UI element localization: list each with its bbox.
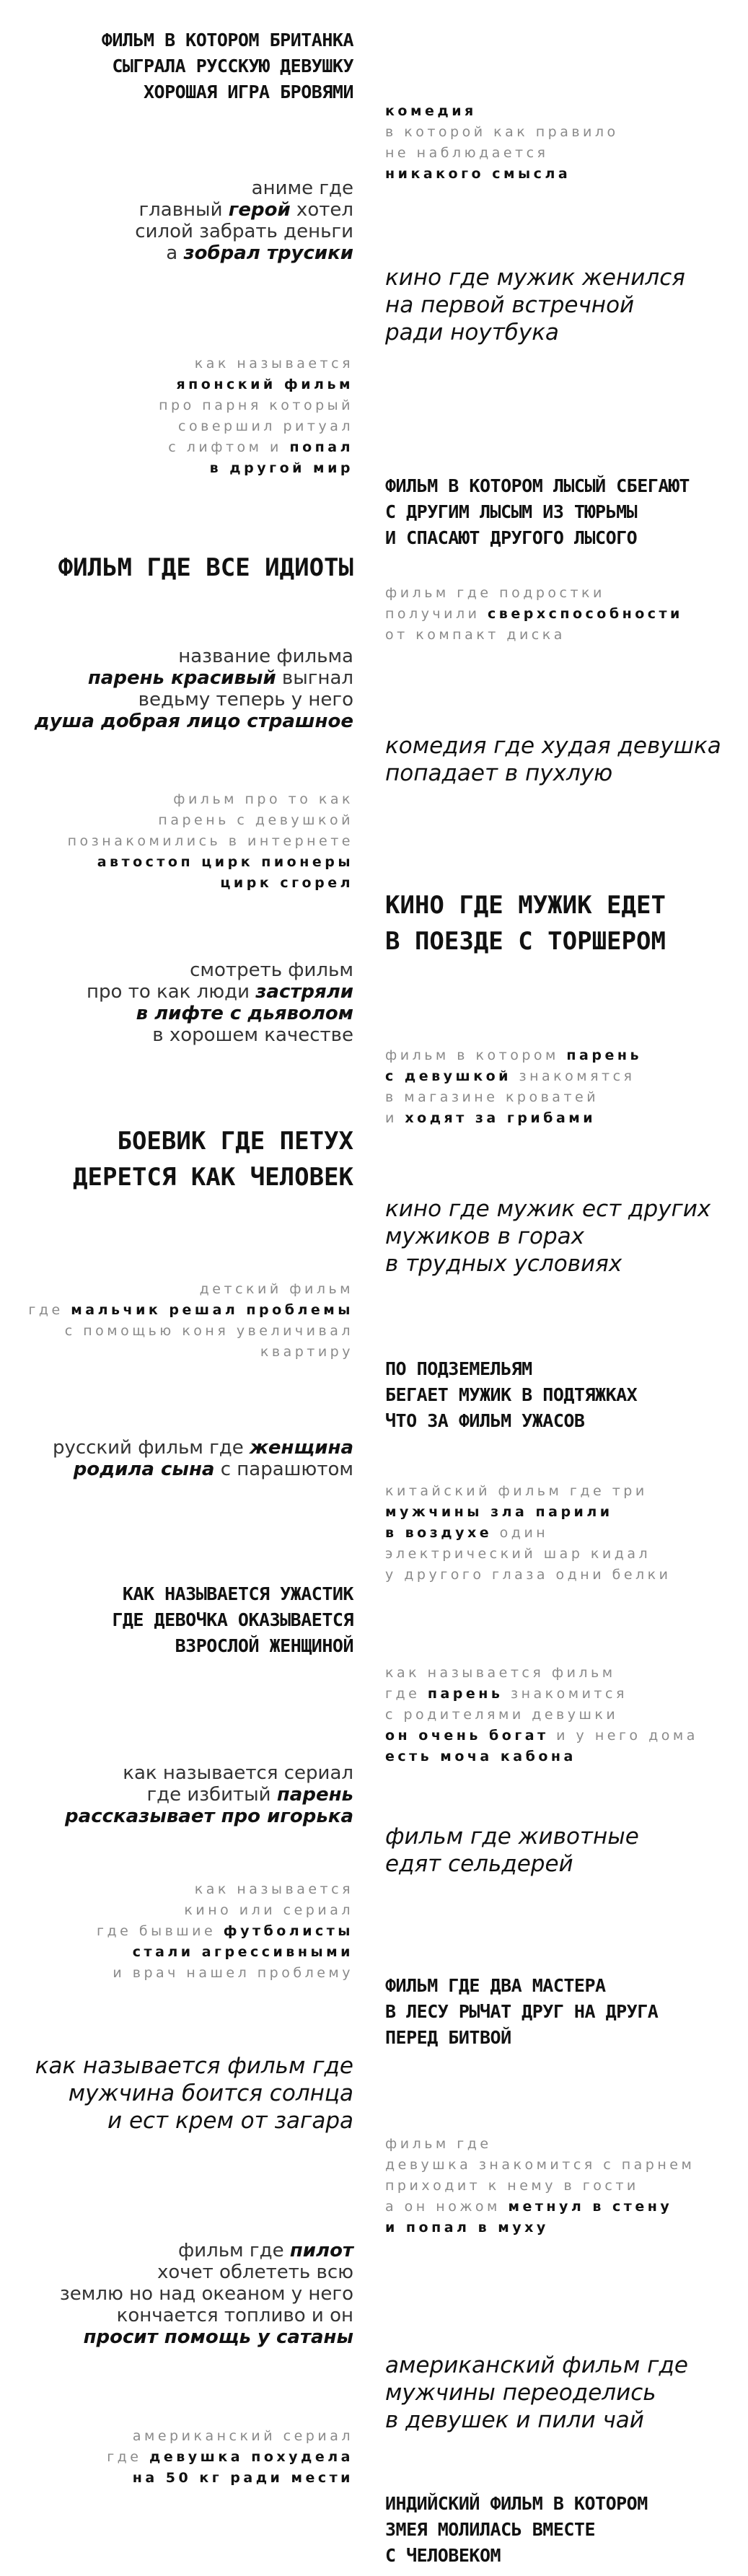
body-text: приходит к нему в гости [385, 2178, 639, 2194]
query-line [135, 242, 353, 264]
query-line [159, 437, 353, 458]
query-line [385, 2406, 688, 2434]
query-card [102, 27, 353, 105]
body-text: и [385, 1110, 405, 1126]
emphasis-text: комедия [385, 103, 477, 119]
emphasis-text: японский фильм [176, 377, 353, 392]
query-line [385, 2379, 688, 2406]
body-text: аниме где [251, 177, 353, 199]
emphasis-text: КИНО ГДЕ МУЖИК ЕДЕТ [385, 891, 666, 920]
emphasis-text: С ДРУГИМ ЛЫСЫМ ИЗ ТЮРЬМЫ [385, 501, 638, 522]
query-line [97, 1963, 353, 1984]
body-text: от компакт диска [385, 627, 566, 643]
query-line [385, 583, 683, 604]
query-card [385, 1356, 637, 1434]
query-line [60, 2283, 353, 2305]
body-text: фильм в котором [385, 1047, 567, 1063]
query-line [385, 1663, 698, 1684]
emphasis-text: С ЧЕЛОВЕКОМ [385, 2545, 501, 2566]
query-line [385, 1973, 658, 1999]
query-line [385, 101, 619, 122]
query-line [385, 1502, 671, 1523]
body-text: ведьму теперь у него [138, 689, 353, 711]
query-line [28, 1279, 353, 1300]
query-card [35, 2052, 353, 2135]
emphasis-text: парень красивый [87, 667, 276, 689]
query-line [68, 810, 353, 831]
emphasis-text: ВЗРОСЛОЙ ЖЕНЩИНОЙ [175, 1635, 353, 1656]
query-line [35, 711, 353, 732]
body-text: название фильма [178, 646, 353, 667]
query-line [385, 887, 666, 923]
emphasis-text: на 50 кг ради мести [132, 2470, 353, 2486]
query-card [65, 1762, 353, 1827]
body-text: кончается топливо и он [116, 2305, 353, 2326]
body-text: американский фильм где [385, 2352, 688, 2378]
body-text: где [107, 2449, 150, 2465]
emphasis-text: ГДЕ ДЕВОЧКА ОКАЗЫВАЕТСЯ [112, 1609, 353, 1630]
query-line [68, 873, 353, 894]
body-text: у другого глаза одни белки [385, 1567, 672, 1583]
query-line [65, 1806, 353, 1827]
query-line [385, 499, 690, 525]
emphasis-text: сверхспособности [488, 606, 683, 622]
body-text: где бывшие [97, 1923, 224, 1939]
body-text: как называется сериал [123, 1762, 353, 1784]
query-card [385, 1195, 710, 1278]
emphasis-text: застряли [255, 981, 353, 1003]
emphasis-text: метнул в стену [508, 2199, 673, 2215]
query-card [385, 1481, 671, 1586]
query-line [107, 2468, 353, 2489]
emphasis-text: КАК НАЗЫВАЕТСЯ УЖАСТИК [122, 1583, 353, 1604]
query-line [68, 852, 353, 873]
emphasis-text: рассказывает про игорька [65, 1806, 353, 1827]
query-line [35, 689, 353, 711]
emphasis-text: ЗМЕЯ МОЛИЛАСЬ ВМЕСТЕ [385, 2519, 596, 2540]
query-line [159, 458, 353, 479]
query-card [107, 2426, 353, 2489]
body-text: фильм где [177, 2240, 290, 2261]
emphasis-text: БЕГАЕТ МУЖИК В ПОДТЯЖКАХ [385, 1384, 638, 1405]
query-line [385, 1705, 698, 1726]
emphasis-text: душа добрая лицо страшное [34, 711, 353, 732]
query-card [385, 1663, 698, 1767]
body-text: электрический шар кидал [385, 1546, 651, 1562]
body-text: ради ноутбука [385, 320, 559, 346]
emphasis-text: никакого смысла [385, 166, 571, 182]
body-text: познакомились в интернете [67, 833, 353, 849]
emphasis-text: попал [289, 439, 353, 455]
query-line [385, 1565, 671, 1586]
query-line [28, 1321, 353, 1342]
query-line [385, 1066, 642, 1087]
emphasis-text: ЧТО ЗА ФИЛЬМ УЖАСОВ [385, 1410, 585, 1431]
emphasis-text: есть моча кабона [385, 1749, 576, 1764]
query-line [385, 525, 690, 551]
query-line [112, 1633, 353, 1659]
query-card [385, 101, 619, 185]
query-line [385, 2517, 648, 2543]
query-line [385, 1356, 637, 1382]
body-text: на первой встречной [385, 292, 635, 318]
query-line [35, 2107, 353, 2135]
query-card [97, 1879, 353, 1984]
emphasis-text: В ПОЕЗДЕ С ТОРШЕРОМ [385, 927, 666, 956]
body-text: русский фильм где [52, 1437, 250, 1459]
emphasis-text: ПО ПОДЗЕМЕЛЬЯМ [385, 1358, 532, 1379]
query-line [35, 646, 353, 667]
emphasis-text: родила сына [73, 1459, 215, 1480]
query-line [159, 353, 353, 374]
body-text: выгнал [276, 667, 353, 689]
query-card [385, 1823, 639, 1878]
query-line [87, 1003, 353, 1024]
body-text: кино где мужик женился [385, 265, 685, 291]
query-line [385, 1481, 671, 1502]
body-text: фильм про то как [173, 791, 353, 807]
query-line [385, 1999, 658, 2025]
query-line [102, 27, 353, 53]
emphasis-text: парень [276, 1784, 353, 1806]
emphasis-text: он очень богат [385, 1728, 549, 1744]
query-card [60, 2240, 353, 2348]
query-line [385, 732, 721, 760]
body-text: и врач нашел проблему [113, 1965, 353, 1981]
body-text: про парня который [159, 397, 353, 413]
query-card [385, 2352, 688, 2434]
body-text: парень с девушкой [158, 812, 353, 828]
query-line [97, 1900, 353, 1921]
emphasis-text: пилот [289, 2240, 353, 2261]
body-text: с лифтом и [168, 439, 290, 455]
emphasis-text: В ЛЕСУ РЫЧАТ ДРУГ НА ДРУГА [385, 2001, 659, 2022]
query-line [385, 1108, 642, 1129]
query-line [385, 923, 666, 959]
query-card [73, 1123, 353, 1195]
body-text: американский сериал [132, 2428, 353, 2444]
query-line [385, 291, 685, 319]
emphasis-text: просит помощь у сатаны [83, 2326, 353, 2348]
query-line [385, 164, 619, 185]
query-line [385, 1523, 671, 1544]
body-text: в трудных условиях [385, 1251, 622, 1277]
body-text: с парашютом [214, 1459, 353, 1480]
body-text: где [28, 1302, 71, 1318]
body-text: девушка знакомится с парнем [385, 2157, 695, 2173]
body-text: с родителями девушки [385, 1707, 619, 1723]
query-line [35, 2052, 353, 2080]
query-line [68, 789, 353, 810]
body-text: мужчины переоделись [385, 2380, 656, 2406]
query-line [87, 981, 353, 1003]
query-card [135, 177, 353, 264]
query-line [65, 1784, 353, 1806]
body-text: хотел [290, 199, 353, 221]
query-card [385, 473, 690, 551]
query-line [385, 2491, 648, 2517]
body-text: совершил ритуал [178, 418, 353, 434]
query-card [58, 550, 353, 586]
query-line [102, 53, 353, 79]
body-text: в которой как правило [385, 124, 619, 140]
query-line [97, 1921, 353, 1942]
body-text: фильм где [385, 2136, 492, 2152]
query-card [385, 1973, 658, 2051]
body-text: как называется [194, 356, 353, 372]
emphasis-text: СЫГРАЛА РУССКУЮ ДЕВУШКУ [112, 56, 353, 76]
body-text: мужчина боится солнца [68, 2080, 353, 2106]
emphasis-text: с девушкой [385, 1068, 511, 1084]
body-text: знакомится [503, 1686, 628, 1702]
body-text: знакомятся [511, 1068, 635, 1084]
emphasis-text: мальчик решал проблемы [71, 1302, 353, 1318]
query-line [58, 550, 353, 586]
emphasis-text: ПЕРЕД БИТВОЙ [385, 2027, 511, 2048]
query-line [385, 1195, 710, 1223]
emphasis-text: ФИЛЬМ ГДЕ ДВА МАСТЕРА [385, 1975, 606, 1996]
query-card [385, 887, 666, 959]
query-line [112, 1581, 353, 1607]
query-line [60, 2261, 353, 2283]
emphasis-text: футболисты [223, 1923, 353, 1939]
query-line [35, 667, 353, 689]
body-text: силой забрать деньги [135, 221, 353, 242]
query-line [385, 760, 721, 787]
query-line [385, 1382, 637, 1408]
emphasis-text: парень [566, 1047, 642, 1063]
body-text: как называется [194, 1881, 353, 1897]
query-card [159, 353, 353, 479]
emphasis-text: ДЕРЕТСЯ КАК ЧЕЛОВЕК [73, 1163, 353, 1192]
query-line [97, 1879, 353, 1900]
query-line [60, 2326, 353, 2348]
query-line [87, 1024, 353, 1046]
query-line [385, 2217, 695, 2238]
body-text: китайский фильм где три [385, 1483, 648, 1499]
body-text: не наблюдается [385, 145, 549, 161]
query-line [385, 122, 619, 143]
emphasis-text: ФИЛЬМ ГДЕ ВСЕ ИДИОТЫ [58, 553, 353, 582]
query-line [87, 959, 353, 981]
body-text: квартиру [260, 1344, 353, 1360]
emphasis-text: в лифте с дьяволом [136, 1003, 353, 1024]
query-line [73, 1123, 353, 1159]
body-text: смотреть фильм [190, 959, 353, 981]
query-card [87, 959, 353, 1046]
query-card [112, 1581, 353, 1659]
query-line [385, 473, 690, 499]
body-text: где [385, 1686, 428, 1702]
query-line [385, 143, 619, 164]
query-line [385, 2025, 658, 2051]
body-text: попадает в пухлую [385, 760, 613, 786]
query-line [65, 1762, 353, 1784]
query-line [28, 1300, 353, 1321]
emphasis-text: ХОРОШАЯ ИГРА БРОВЯМИ [143, 82, 353, 102]
query-line [385, 625, 683, 646]
query-line [53, 1437, 353, 1459]
query-line [60, 2305, 353, 2326]
emphasis-text: мужчины зла парили [385, 1504, 613, 1520]
query-line [102, 79, 353, 105]
query-line [385, 2134, 695, 2155]
body-text: кино или сериал [184, 1902, 353, 1918]
query-card [28, 1279, 353, 1363]
query-card [385, 2134, 695, 2238]
query-line [107, 2447, 353, 2468]
query-line [385, 1223, 710, 1250]
emphasis-text: женщина [250, 1437, 353, 1459]
query-line [159, 395, 353, 416]
query-card [68, 789, 353, 894]
query-line [385, 1823, 639, 1850]
query-line [35, 2080, 353, 2107]
query-card [385, 1045, 642, 1129]
query-line [385, 1544, 671, 1565]
query-line [385, 604, 683, 625]
body-text: кино где мужик ест других [385, 1196, 711, 1222]
query-line [385, 2176, 695, 2197]
query-line [385, 2155, 695, 2176]
emphasis-text: ФИЛЬМ В КОТОРОМ БРИТАНКА [101, 30, 353, 50]
query-card [53, 1437, 353, 1480]
query-line [385, 264, 685, 291]
emphasis-text: девушка похудела [149, 2449, 353, 2465]
body-text: фильм где подростки [385, 585, 605, 601]
query-card [385, 264, 685, 346]
body-text: в хорошем качестве [152, 1024, 353, 1046]
emphasis-text: в другой мир [209, 460, 353, 476]
body-text: комедия где худая девушка [385, 733, 721, 759]
body-text: где избитый [146, 1784, 277, 1806]
query-line [385, 2543, 648, 2569]
query-line [135, 199, 353, 221]
body-text: получили [385, 606, 488, 622]
query-card [385, 583, 683, 646]
query-line [385, 2352, 688, 2379]
emphasis-text: ходят за грибами [405, 1110, 597, 1126]
query-line [385, 1850, 639, 1878]
body-text: а [166, 242, 184, 264]
body-text: один [492, 1525, 549, 1541]
query-line [135, 177, 353, 199]
emphasis-text: И СПАСАЮТ ДРУГОГО ЛЫСОГО [385, 527, 638, 548]
emphasis-text: и попал в муху [385, 2220, 549, 2236]
query-line [28, 1342, 353, 1363]
query-line [60, 2240, 353, 2261]
body-text: а он ножом [385, 2199, 509, 2215]
body-text: как называется фильм [385, 1665, 616, 1681]
emphasis-text: зобрал трусики [183, 242, 353, 264]
body-text: главный [138, 199, 229, 221]
emphasis-text: парень [427, 1686, 503, 1702]
body-text: фильм где животные [385, 1824, 639, 1850]
query-line [385, 1746, 698, 1767]
body-text: едят сельдерей [385, 1851, 573, 1877]
body-text: мужиков в горах [385, 1223, 585, 1249]
query-line [159, 374, 353, 395]
query-line [112, 1607, 353, 1633]
query-line [97, 1942, 353, 1963]
query-line [159, 416, 353, 437]
query-line [135, 221, 353, 242]
query-line [385, 1087, 642, 1108]
body-text: про то как люди [87, 981, 256, 1003]
emphasis-text: стали агрессивными [132, 1944, 353, 1960]
query-line [385, 1684, 698, 1705]
body-text: и ест крем от загара [107, 2108, 353, 2134]
query-line [68, 831, 353, 852]
query-line [385, 2197, 695, 2217]
body-text: с помощью коня увеличивал [64, 1323, 353, 1339]
emphasis-text: герой [228, 199, 291, 221]
body-text: и у него дома [548, 1728, 698, 1744]
body-text: в девушек и пили чай [385, 2407, 644, 2433]
query-line [73, 1159, 353, 1195]
emphasis-text: цирк сгорел [220, 875, 353, 891]
body-text: землю но над океаном у него [59, 2283, 353, 2305]
query-line [53, 1459, 353, 1480]
emphasis-text: ФИЛЬМ В КОТОРОМ ЛЫСЫЙ СБЕГАЮТ [385, 475, 690, 496]
query-card [385, 2491, 648, 2569]
body-text: в магазине кроватей [385, 1089, 599, 1105]
query-line [385, 1045, 642, 1066]
query-line [107, 2426, 353, 2447]
query-card [35, 646, 353, 732]
body-text: хочет облететь всю [157, 2261, 353, 2283]
query-line [385, 1726, 698, 1746]
body-text: детский фильм [199, 1281, 353, 1297]
query-line [385, 1250, 710, 1278]
query-line [385, 1408, 637, 1434]
query-line [385, 319, 685, 346]
emphasis-text: БОЕВИК ГДЕ ПЕТУХ [117, 1127, 353, 1156]
emphasis-text: в воздухе [385, 1525, 493, 1541]
emphasis-text: ИНДИЙСКИЙ ФИЛЬМ В КОТОРОМ [385, 2493, 648, 2514]
query-card [385, 732, 721, 787]
body-text: как называется фильм где [35, 2053, 353, 2079]
emphasis-text: автостоп цирк пионеры [97, 854, 353, 870]
